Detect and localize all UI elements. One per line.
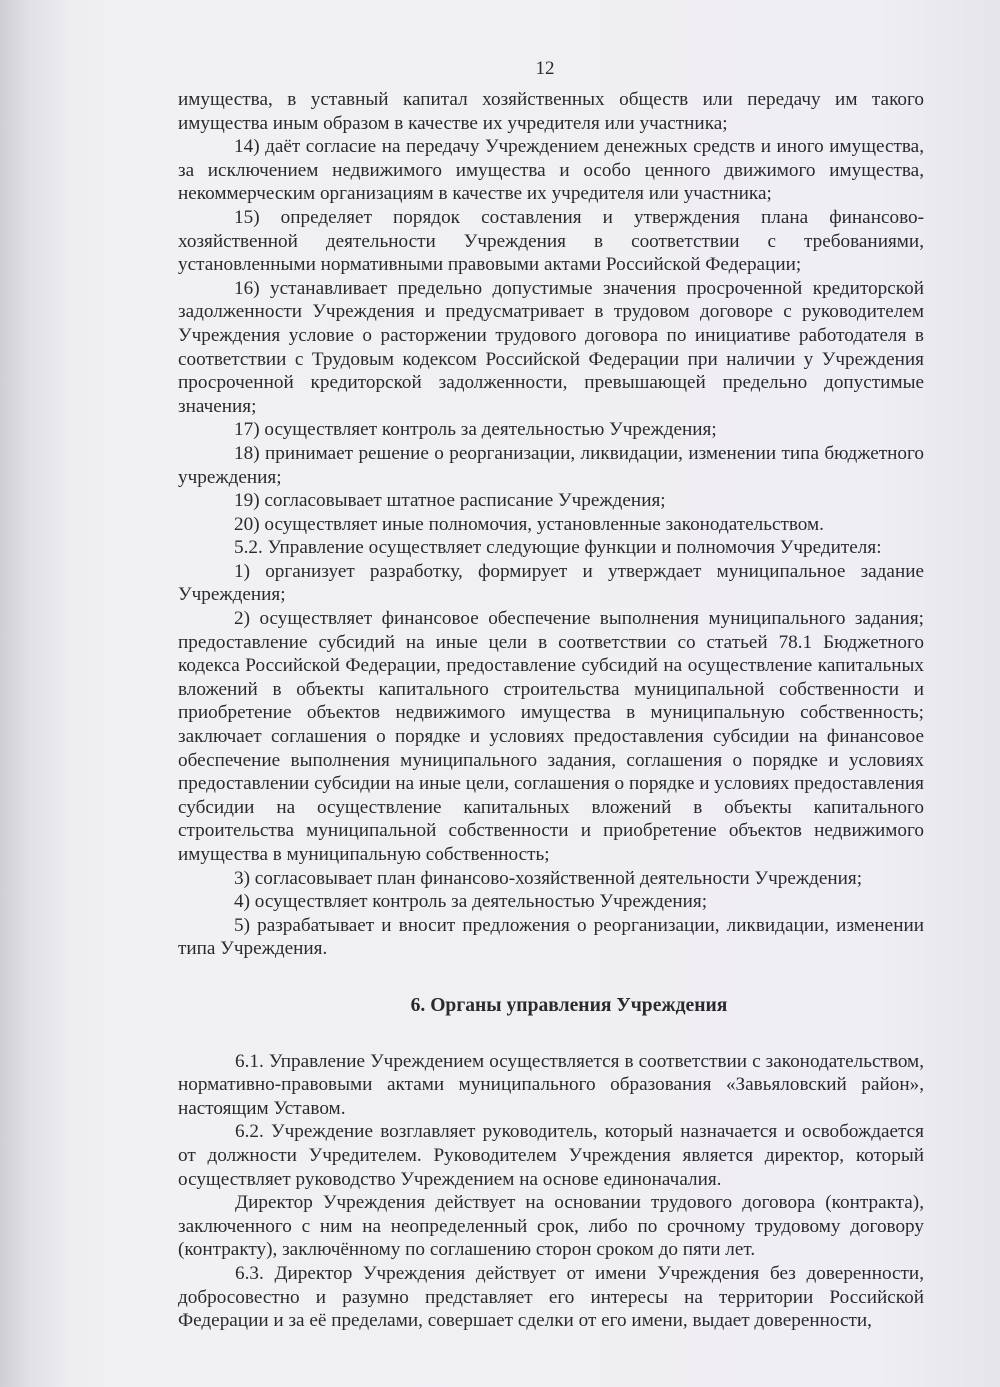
paragraph-continuation: имущества, в уставный капитал хозяйственных обществ или передачу им такого имущества иным образом в качестве их учредителя или участника; xyxy=(178,89,924,134)
page-number: 12 xyxy=(535,58,555,79)
paragraph-item-5-2-4: 4) осуществляет контроль за деятельностью Учреждения; xyxy=(234,891,708,913)
paragraph-clause-5-2: 5.2. Управление осуществляет следующие функции и полномочия Учредителя: xyxy=(234,537,882,559)
paragraph-clause-6-1: 6.1. Управление Учреждением осуществляется в соответствии с законодательством, нормативно-правовыми актами муниципального образования «Завьяловский район», настоящим Уставом. xyxy=(178,1050,924,1119)
paragraph-item-19: 19) согласовывает штатное расписание Учреждения; xyxy=(234,490,666,512)
paragraph-item-5-2-2: 2) осуществляет финансовое обеспечение выполнения муниципального задания; предоставление субсидий на иные цели в соответствии со статьей 78.1 Бюджетного кодекса Российской Федерации, предоставление субсидий на осуществление капитальных вложений в объекты капитального строительства муниципальной собственности и приобретение объектов недвижимого имущества в муниципальную собственность; заключает соглашения о порядке и условиях предоставления субсидии на финансовое обеспечение выполнения муниципального задания, соглашения о порядке и условиях предоставлении субсидии на иные цели, соглашения о порядке и условиях предоставления субсидии на осуществление капитальных вложений в объекты капитального строительства муниципальной собственности и приобретение объектов недвижимого имущества в муниципальную собственность; xyxy=(178,608,924,865)
paragraph-item-18: 18) принимает решение о реорганизации, ликвидации, изменении типа бюджетного учреждения; xyxy=(178,442,924,488)
spacer xyxy=(178,961,924,994)
document-body xyxy=(178,88,924,1333)
paragraph-item-15: 15) определяет порядок составления и утверждения плана финансово-хозяйственной деятельности Учреждения в соответствии с требованиями, установленными нормативными правовыми актами Российской Федерации; xyxy=(178,206,924,276)
paragraph-item-16: 16) устанавливает предельно допустимые значения просроченной кредиторской задолженности Учреждения и предусматривает в трудовом договоре с руководителем Учреждения условие о расторжении трудового договора по инициативе работодателя в соответствии с Трудовым кодексом Российской Федерации при наличии у Учреждения просроченной кредиторской задолженности, превышающей предельно допустимые значения; xyxy=(178,277,924,417)
spacer xyxy=(178,1018,924,1050)
section-6-heading: 6. Органы управления Учреждения xyxy=(410,994,728,1016)
paragraph-item-17: 17) осуществляет контроль за деятельностью Учреждения; xyxy=(234,419,717,441)
paragraph-clause-6-2: 6.2. Учреждение возглавляет руководитель, который назначается и освобождается от должности Учредителем. Руководителем Учреждения является директор, который осуществляет руководство Учреждением на основе единоначалия. xyxy=(178,1121,924,1190)
paragraph-item-20: 20) осуществляет иные полномочия, установленные законодательством. xyxy=(234,513,824,535)
paragraph-item-5-2-1: 1) организует разработку, формирует и утверждает муниципальное задание Учреждения; xyxy=(178,560,924,606)
paragraph-director-contract: Директор Учреждения действует на основании трудового договора (контракта), заключенного с ним на неопределенный срок, либо по срочному трудовому договору (контракту), заключённому по соглашению сторон сроком до пяти лет. xyxy=(178,1192,924,1261)
paragraph-item-5-2-3: 3) согласовывает план финансово-хозяйственной деятельности Учреждения; xyxy=(234,867,863,889)
paragraph-clause-6-3: 6.3. Директор Учреждения действует от имени Учреждения без доверенности, добросовестно и разумно представляет его интересы на территории Российской Федерации и за её пределами, совершает сделки от его имени, выдает доверенности, xyxy=(178,1262,924,1332)
paragraph-item-5-2-5: 5) разрабатывает и вносит предложения о реорганизации, ликвидации, изменении типа Учреждения. xyxy=(178,914,924,960)
page-fold-shadow xyxy=(0,0,70,1387)
paragraph-item-14: 14) даёт согласие на передачу Учреждением денежных средств и иного имущества, за исключением недвижимого имущества и особо ценного движимого имущества, некоммерческим организациям в качестве их учредителя или участника; xyxy=(178,136,924,205)
